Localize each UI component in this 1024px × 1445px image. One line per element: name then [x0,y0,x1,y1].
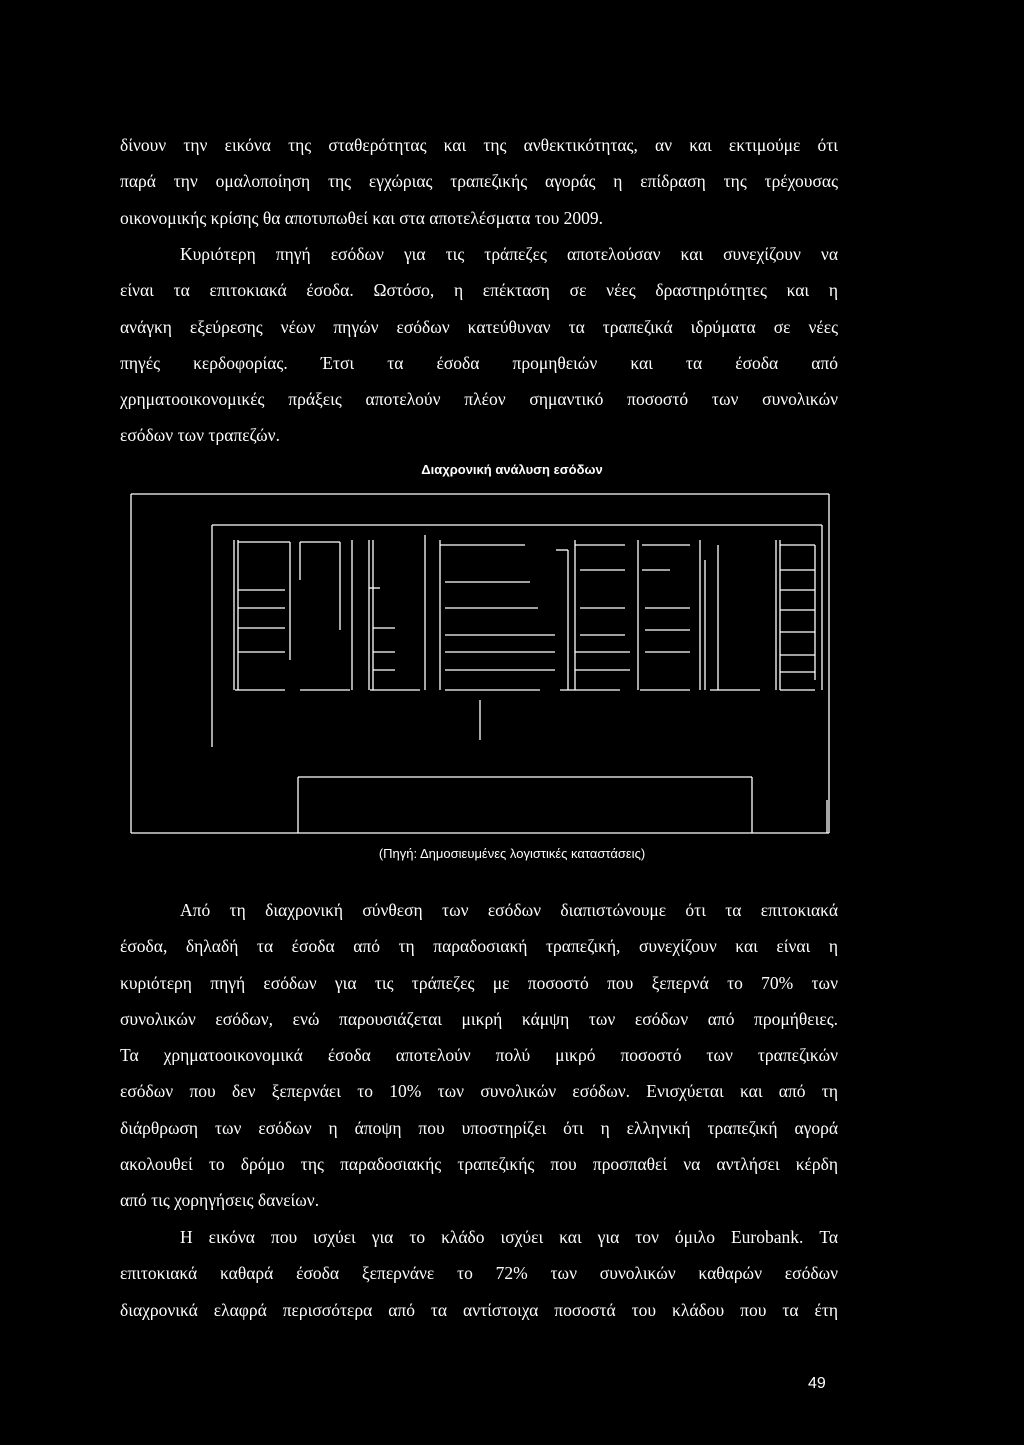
text-line: Η εικόνα που ισχύει για το κλάδο ισχύει και για τον όμιλο Eurobank. Τα [180,1227,838,1247]
text-line: οικονομικής κρίσης θα αποτυπωθεί και στα αποτελέσματα του 2009. [120,207,604,228]
text-line: Κυριότερη πηγή εσόδων για τις τράπεζες αποτελούσαν και συνεχίζουν να [180,244,838,264]
text-line: Από τη διαχρονική σύνθεση των εσόδων διαπιστώνουμε ότι τα επιτοκιακά [180,900,838,920]
text-line: έσοδα, δηλαδή τα έσοδα από τη παραδοσιακή τραπεζική, συνεχίζουν και είναι η [120,936,838,957]
text-line: δίνουν την εικόνα της σταθερότητας και της ανθεκτικότητας, αν και εκτιμούμε ότι [120,135,838,155]
text-line: είναι τα επιτοκιακά έσοδα. Ωστόσο, η επέκταση σε νέες δραστηριότητες και η [120,280,838,301]
text-line: χρηματοοικονομικές πράξεις αποτελούν πλέον σημαντικό ποσοστό των συνολικών [120,389,838,410]
text-line: παρά την ομαλοποίηση της εγχώριας τραπεζικής αγοράς η επίδραση της τρέχουσας [120,171,838,192]
page-number: 49 [808,1375,826,1392]
text-line: Τα χρηματοοικονομικά έσοδα αποτελούν πολύ μικρό ποσοστό των τραπεζικών [120,1045,838,1066]
text-line: συνολικών εσόδων, ενώ παρουσιάζεται μικρή κάμψη των εσόδων από προμήθειες. [120,1008,838,1029]
figure-source: (Πηγή: Δημοσιευμένες λογιστικές καταστάσεις) [378,846,646,861]
figure-title: Διαχρονική ανάλυση εσόδων [421,462,603,477]
paragraph-analysis [120,892,838,1219]
text-line: επιτοκιακά καθαρά έσοδα ξεπερνάνε το 72% των συνολικών καθαρών εσόδων [120,1263,838,1284]
text-line: από τις χορηγήσεις δανείων. [120,1190,320,1211]
text-line: κυριότερη πηγή εσόδων για τις τράπεζες με ποσοστό που ξεπερνά το 70% των [120,972,838,993]
text-line: πηγές κερδοφορίας. Έτσι τα έσοδα προμηθειών και τα έσοδα από [120,352,838,373]
text-line: εσόδων των τραπεζών. [120,425,280,446]
text-line: ακολουθεί το δρόμο της παραδοσιακής τραπεζικής που προσπαθεί να αντλήσει κέρδη [120,1154,838,1175]
text-line: διάρθρωση των εσόδων η άποψη που υποστηρίζει ότι η ελληνική τραπεζική αγορά [120,1117,838,1138]
text-line: ανάγκη εξεύρεσης νέων πηγών εσόδων κατεύθυναν τα τραπεζικά ιδρύματα σε νέες [120,316,838,337]
paragraph-eurobank [120,1219,838,1328]
text-line: διαχρονικά ελαφρά περισσότερα από τα αντίστοιχα ποσοστά του κλάδου που τα έτη [120,1299,838,1320]
text-line: εσόδων που δεν ξεπερνάει το 10% των συνολικών εσόδων. Ενισχύεται και από τη [120,1081,838,1102]
